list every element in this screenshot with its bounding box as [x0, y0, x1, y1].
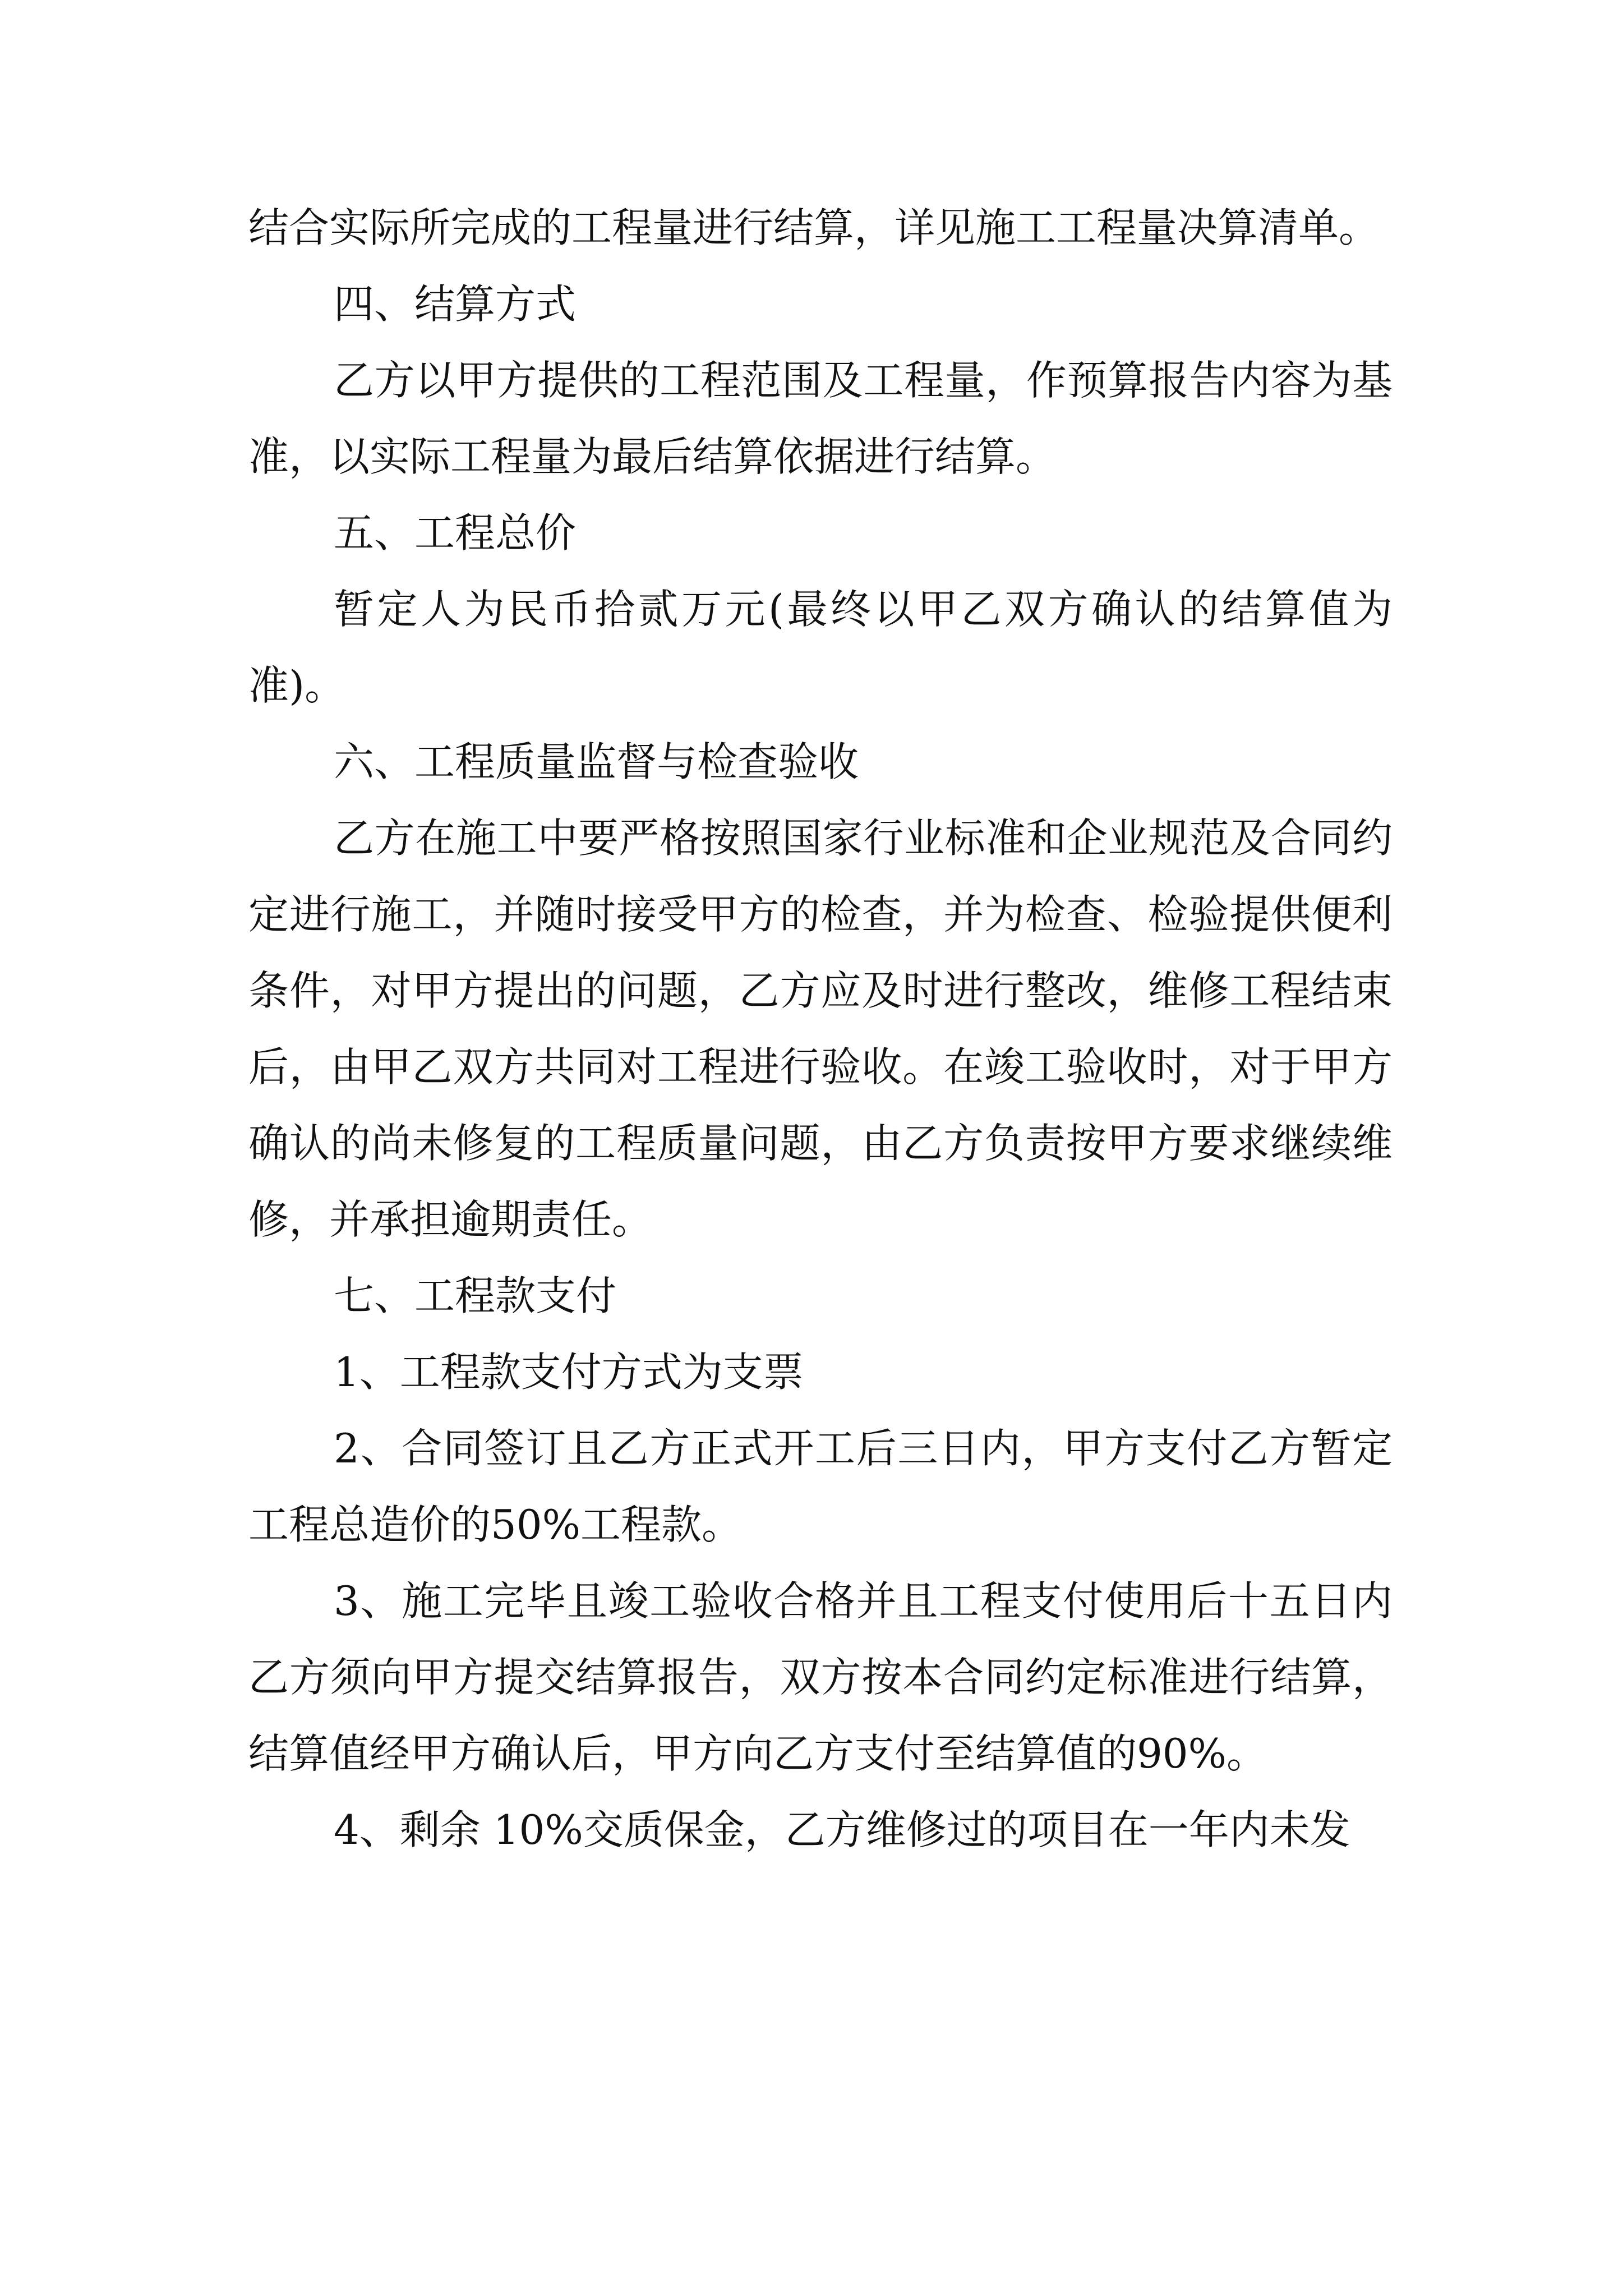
payment-item-1: 1、工程款支付方式为支票: [334, 1349, 804, 1396]
paragraph-quality-inspection: 乙方在施工中要严格按照国家行业标准和企业规范及合同约定进行施工，并随时接受甲方的检查，并为检查、检验提供便利条件，对甲方提出的问题，乙方应及时进行整改，维修工程结束后，由甲乙双方共同对工程进行验收。在竣工验收时，对于甲方确认的尚未修复的工程质量问题，由乙方负责按甲方要求继续维修，并承担逾期责任。: [248, 815, 1393, 1243]
paragraph-settlement-detail: 结合实际所完成的工程量进行结算，详见施工工程量决算清单。: [248, 204, 1380, 251]
heading-payment: 七、工程款支付: [334, 1272, 617, 1319]
heading-quality-inspection: 六、工程质量监督与检查验收: [334, 738, 859, 785]
payment-item-2: 2、合同签订且乙方正式开工后三日内，甲方支付乙方暂定工程总造价的50%工程款。: [248, 1425, 1393, 1548]
payment-item-4: 4、剩余 10%交质保金，乙方维修过的项目在一年内未发: [334, 1806, 1350, 1853]
payment-item-3: 3、施工完毕且竣工验收合格并且工程支付使用后十五日内乙方须向甲方提交结算报告，双方按本合同约定标准进行结算，结算值经甲方确认后，甲方向乙方支付至结算值的90%。: [248, 1577, 1393, 1777]
paragraph-settlement-method: 乙方以甲方提供的工程范围及工程量，作预算报告内容为基准，以实际工程量为最后结算依据进行结算。: [248, 357, 1393, 480]
heading-total-price: 五、工程总价: [334, 509, 577, 556]
document-body: [248, 190, 1393, 1868]
heading-settlement-method: 四、结算方式: [334, 280, 577, 328]
paragraph-total-price: 暂定人为民币拾贰万元(最终以甲乙双方确认的结算值为准)。: [248, 586, 1393, 709]
